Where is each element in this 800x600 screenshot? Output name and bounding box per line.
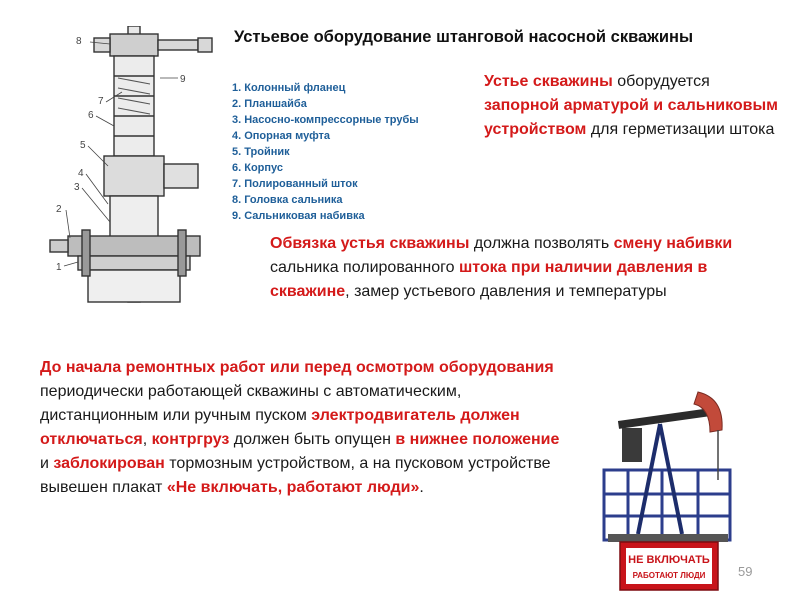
highlight-text: «Не включать, работают люди» [166, 479, 420, 496]
diagram-label-1: 1 [56, 262, 62, 273]
wellhead-description [484, 70, 784, 142]
body-text: , замер устьевого давления и температуры [345, 283, 667, 300]
parts-list-item: 4. Опорная муфта [232, 130, 331, 142]
parts-list-item: 6. Корпус [232, 162, 283, 174]
parts-list-item: 3. Насосно-компрессорные трубы [232, 114, 419, 126]
page-number: 59 [738, 564, 753, 579]
highlight-text: контргруз [151, 431, 230, 448]
body-text: периодически работающей скважины с автоматическим, дистанционным или ручным пуском [40, 383, 462, 424]
diagram-label-3: 3 [74, 182, 80, 193]
diagram-label-2: 2 [56, 204, 62, 215]
diagram-label-9: 9 [180, 74, 186, 85]
highlight-text: Устье скважины [484, 73, 613, 90]
diagram-label-7: 7 [98, 96, 104, 107]
diagram-label-4: 4 [78, 168, 84, 179]
highlight-text: заблокирован [53, 455, 165, 472]
body-text: и [40, 455, 54, 472]
body-text: должна позволять [469, 235, 614, 252]
body-text: тормозным устройством, а на пусковом устройстве вывешен плакат [40, 455, 551, 496]
highlight-text: в нижнее положение [395, 431, 560, 448]
parts-list-item: 7. Полированный шток [232, 178, 358, 190]
body-text: , [142, 431, 152, 448]
parts-list-item: 5. Тройник [232, 146, 290, 158]
highlight-text: электродвигатель должен отключаться [40, 407, 520, 448]
highlight-text: До начала ремонтных работ или перед осмотром оборудования [40, 359, 554, 376]
wellhead-piping-requirements [270, 232, 740, 304]
highlight-text: запорной арматурой и сальниковым устройством [484, 97, 778, 138]
diagram-label-8: 8 [76, 36, 82, 47]
body-text: должен быть опущен [229, 431, 396, 448]
highlight-text: смену набивки [613, 235, 733, 252]
parts-list [232, 80, 419, 224]
body-text: сальника полированного [270, 259, 459, 276]
parts-list-item: 8. Головка сальника [232, 194, 343, 206]
page-title: Устьевое оборудование штанговой насосной скважины [234, 28, 694, 46]
diagram-label-5: 5 [80, 140, 86, 151]
warning-sign-line1: НЕ ВКЛЮЧАТЬ [628, 554, 710, 566]
diagram-label-6: 6 [88, 110, 94, 121]
parts-list-item: 1. Колонный фланец [232, 82, 346, 94]
wellhead-diagram [48, 26, 218, 306]
body-text: . [419, 479, 424, 496]
warning-sign-line2: РАБОТАЮТ ЛЮДИ [632, 571, 706, 580]
pump-jack-illustration [598, 384, 738, 594]
body-text: оборудуется [612, 73, 710, 90]
highlight-text: штока при наличии давления в скважине [270, 259, 708, 300]
body-text: для герметизации штока [586, 121, 775, 138]
highlight-text: Обвязка устья скважины [270, 235, 470, 252]
parts-list-item: 9. Сальниковая набивка [232, 210, 365, 222]
safety-instructions [40, 356, 570, 500]
parts-list-item: 2. Планшайба [232, 98, 307, 110]
